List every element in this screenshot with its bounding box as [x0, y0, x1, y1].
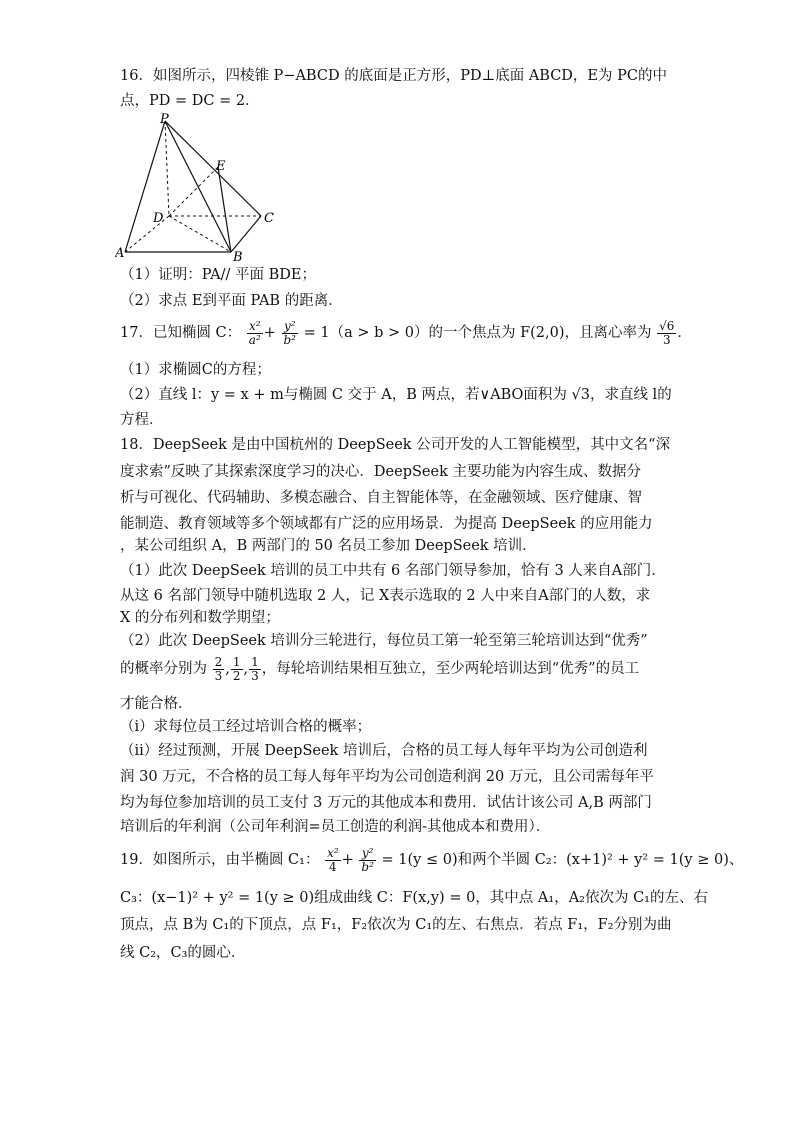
fraction-y2-b2: $\frac{\text{y²}}{\text{b²}}$	[283, 318, 296, 347]
q16-line-1: 16．如图所示，四棱锥 P−ABCD 的底面是正方形，PD⊥底面 ABCD，E为 PC的中	[120, 68, 667, 84]
pyramid-figure	[115, 112, 285, 264]
fraction-x2-a2: $\frac{\text{x²}}{\text{a²}}$	[248, 318, 261, 347]
q16-line-2: 点，PD = DC = 2．	[120, 93, 260, 109]
fraction-x2-4: $\frac{\text{x²}}{4}$	[327, 845, 339, 874]
q18-line: （2）此次 DeepSeek 培训分三轮进行，每位员工第一轮至第三轮培训达到“优秀”	[120, 633, 648, 649]
label-d: D	[153, 211, 164, 226]
q18-line: 才能合格．	[120, 696, 193, 712]
label-b: B	[233, 250, 243, 264]
fraction-prob-2: $\frac{1}{2}$	[232, 654, 241, 683]
q19-line-3: 顶点，点 B为 C₁的下顶点，点 F₁，F₂依次为 C₁的左、右焦点．若点 F₁，F₂分别为曲	[120, 917, 672, 933]
q16-sub-1: （1）证明：PA// 平面 BDE；	[120, 267, 316, 283]
q18-line: 从这 6 名部门领导中随机选取 2 人，记 X表示选取的 2 人中来自A部门的人数，求	[120, 588, 651, 604]
fraction-prob-1: $\frac{2}{3}$	[214, 654, 223, 683]
label-c: C	[264, 211, 274, 226]
edge-bc	[231, 216, 261, 252]
label-e: E	[216, 159, 226, 174]
q19-line-1: 19．如图所示，由半椭圆 C₁： $\frac{\text{x²}}{4}$ + $\frac{\text{y²}}{\text{b²}}$ = 1(y ≤ 0)和两个半圆 C₂：(x+1)² + y² = 1(y ≥ 0)、	[120, 845, 744, 874]
q18-line: 均为每位参加培训的员工支付 3 万元的其他成本和费用．试估计该公司 A,B 两部门	[120, 795, 652, 811]
edge-pa	[125, 121, 165, 252]
q17-sub-2: （2）直线 l：y = x + m与椭圆 C 交于 A，B 两点，若∨ABO面积为 √3，求直线 l的	[120, 387, 672, 403]
q19-line-4: 线 C₂，C₃的圆心．	[120, 945, 246, 961]
q18-line: 能制造、教育领域等多个领域都有广泛的应用场景．为提高 DeepSeek 的应用能力	[120, 516, 653, 532]
q17-sub-1: （1）求椭圆C的方程；	[120, 362, 271, 378]
q18-line: 18．DeepSeek 是由中国杭州的 DeepSeek 公司开发的人工智能模型，其中文名“深	[120, 437, 671, 453]
q18-line: 度求索”反映了其探索深度学习的决心．DeepSeek 主要功能为内容生成、数据分	[120, 464, 641, 480]
q17-sub-2b: 方程．	[120, 412, 164, 428]
q18-probability-line: 的概率分别为 $\frac{2}{3}$ , $\frac{1}{2}$ , $\frac{1}{3}$ ，每轮培训结果相互独立，至少两轮培训达到“优秀”的员工	[120, 654, 640, 683]
fraction-sqrt6-3: $\frac{√6}{3}$	[659, 318, 675, 347]
edge-pc	[165, 121, 261, 216]
label-p: P	[160, 112, 169, 127]
fraction-y2-b2: $\frac{\text{y²}}{\text{b²}}$	[361, 845, 374, 874]
q19-line-2: C₃：(x−1)² + y² = 1(y ≥ 0)组成曲线 C：F(x,y) = 0，其中点 A₁，A₂依次为 C₁的左、右	[120, 890, 708, 906]
edge-pd	[165, 121, 169, 216]
q18-line: （ⅰ）求每位员工经过培训合格的概率；	[120, 719, 372, 735]
label-a: A	[115, 246, 125, 261]
q18-line: 培训后的年利润（公司年利润=员工创造的利润-其他成本和费用）．	[120, 819, 551, 835]
q18-line: 析与可视化、代码辅助、多模态融合、自主智能体等，在金融领域、医疗健康、智	[120, 490, 642, 506]
q18-line: X 的分布列和数学期望；	[120, 610, 280, 626]
q18-line: （ⅱ）经过预测，开展 DeepSeek 培训后，合格的员工每人每年平均为公司创造利	[120, 743, 648, 759]
q18-line: （1）此次 DeepSeek 培训的员工中共有 6 名部门领导参加，恰有 3 人来自A部门．	[120, 563, 666, 579]
fraction-prob-3: $\frac{1}{3}$	[251, 654, 259, 683]
edge-de	[169, 167, 218, 216]
q17-line-1: 17．已知椭圆 C： $\frac{\text{x²}}{\text{a²}}$ + $\frac{\text{y²}}{\text{b²}}$ = 1（a > b > 0）的一个焦点为 F(2,0)，且离心率为 $\frac{√6}{3}$ ．	[120, 318, 692, 347]
q16-sub-2: （2）求点 E到平面 PAB 的距离．	[120, 293, 343, 309]
q18-line: ，某公司组织 A，B 两部门的 50 名员工参加 DeepSeek 培训．	[120, 538, 537, 554]
q18-line: 润 30 万元，不合格的员工每人每年平均为公司创造利润 20 万元，且公司需每年平	[120, 769, 654, 785]
